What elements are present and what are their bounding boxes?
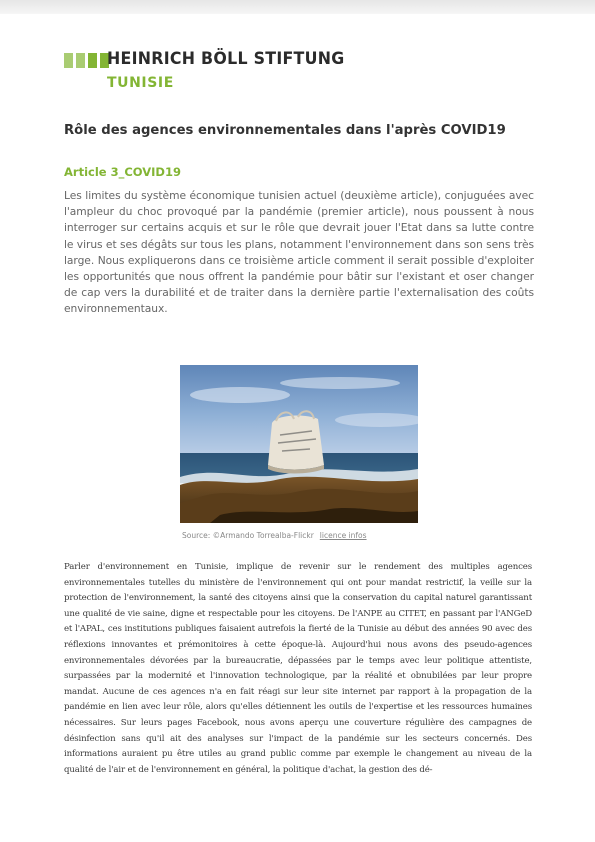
bag-on-rocks-image [180, 365, 418, 523]
photo-caption [182, 531, 367, 540]
article-photo [180, 365, 418, 523]
top-bar [0, 0, 595, 14]
logo-square [76, 53, 85, 68]
logo-square [88, 53, 97, 68]
logo-title: HEINRICH BÖLL STIFTUNG [107, 49, 345, 69]
logo-square [64, 53, 73, 68]
page-title: Rôle des agences environnementales dans l'après COVID19 [64, 123, 506, 138]
body-paragraph: Parler d'environnement en Tunisie, implique de revenir sur le rendement des multiples agences environnementales tutelles du ministère de l'environnement qui ont pour mandat restrictif, la veille sur la protection de l'environnement, la santé des citoyens ainsi que la conservation du capital naturel garantissant une qualité de vie saine, digne et respectable pour les citoyens. De l'ANPE au CITET, en passant par l'ANGeD et l'APAL, ces institutions publiques faisaient autrefois la fierté de la Tunisie au début des années 90 avec des réflexions innovantes et prémonitoires à cette époque-là. Aujourd'hui nous avons des pseudo-agences environnementales dévorées par la bureaucratie, dépassées par le temps avec leur politique attentiste, surpassées par la modernité et l'innovation technologique, par la réalité et obnubilées par leur propre mandat. Aucune de ces agences n'a en fait réagi sur leur site internet par rapport à la propagation de la pandémie en lien avec leur rôle, alors qu'elles détiennent les outils de l'expertise et les ressources humaines nécessaires. Sur leurs pages Facebook, nous avons aperçu une couverture régulière des campagnes de désinfection sans qu'il ait des analyses sur l'impact de la pandémie sur les secteurs concernés. Des informations auraient pu être utiles au grand public comme par exemple le changement au niveau de la qualité de l'air et de l'environnement en général, la politique d'achat, la gestion des dé- [64, 562, 532, 775]
article-label: Article 3_COVID19 [64, 165, 181, 179]
logo-squares-icon [64, 53, 109, 68]
lead-paragraph: Les limites du système économique tunisien actuel (deuxième article), conjuguées avec l'ampleur du choc provoqué par la pandémie (premier article), nous poussent à nous interroger sur certains acquis et sur le rôle que devrait jouer l'Etat dans sa lutte contre le virus et ses dégâts sur tous les plans, notamment l'environnement dans son sens très large. Nous expliquerons dans ce troisième article comment il serait possible d'exploiter les opportunités que nous offrent la pandémie pour bâtir sur l'existant et oser changer de cap vers la durabilité et de traiter dans la dernière partie l'externalisation des coûts environnementaux. [64, 189, 534, 316]
license-link[interactable]: licence infos [319, 531, 367, 540]
caption-source: Source: ©Armando Torrealba-Flickr [182, 531, 314, 540]
logo-subtitle: TUNISIE [107, 75, 174, 91]
